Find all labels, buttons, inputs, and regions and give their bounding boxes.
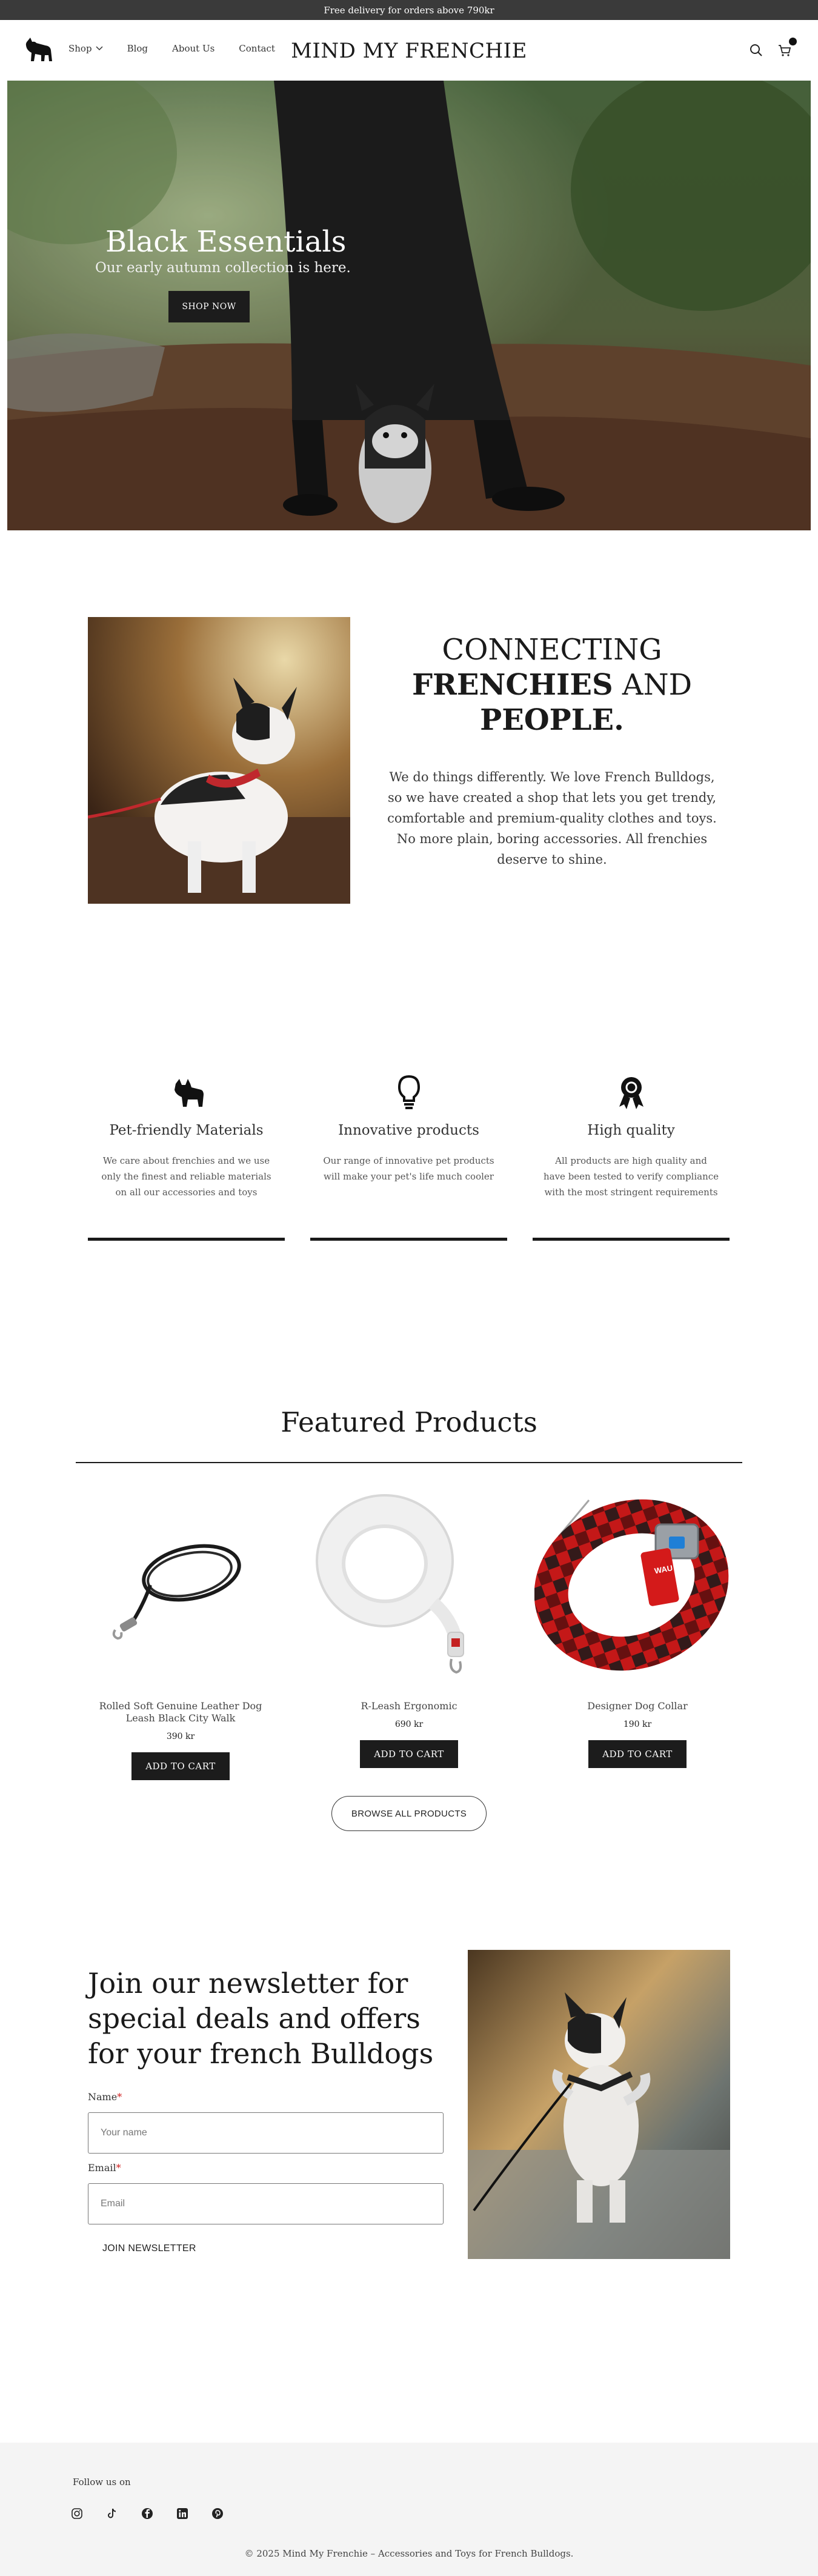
feature-text: All products are high quality and have been tested to verify compliance with the most stringent requirements [543, 1155, 719, 1198]
product-price: 690 kr [394, 1720, 424, 1729]
feature-divider [88, 1238, 285, 1241]
hero-banner [7, 81, 811, 530]
product-card [306, 1482, 512, 1768]
required-mark: * [117, 2091, 122, 2103]
nav-shop-label: Shop [68, 43, 92, 54]
add-to-cart-button[interactable]: ADD TO CART [131, 1752, 230, 1780]
brand-name[interactable]: MIND MY FRENCHIE [291, 39, 527, 63]
nav-about-label: About Us [172, 43, 215, 54]
product-image-collar[interactable] [534, 1482, 740, 1688]
nav-about-us[interactable] [172, 43, 214, 54]
feature-text: We care about frenchies and we use only the finest and reliable materials on all our accessories and toys [101, 1155, 271, 1198]
browse-all-products-button[interactable]: BROWSE ALL PRODUCTS [331, 1796, 487, 1831]
featured-products-title: Featured Products [281, 1406, 537, 1438]
main-nav [68, 43, 299, 54]
add-to-cart-button[interactable]: ADD TO CART [588, 1740, 687, 1768]
logo-dog-icon[interactable] [24, 37, 53, 64]
chevron-down-icon [96, 46, 103, 51]
lightbulb-icon [390, 1073, 428, 1112]
feature-divider [310, 1238, 507, 1241]
join-newsletter-button[interactable]: JOIN NEWSLETTER [88, 2237, 203, 2261]
product-image-r-leash[interactable] [306, 1482, 512, 1688]
product-price: 390 kr [166, 1732, 195, 1741]
nav-shop[interactable] [68, 43, 103, 54]
about-dog-image [88, 617, 350, 904]
name-input[interactable] [88, 2112, 444, 2154]
feature-title: Pet-friendly Materials [109, 1123, 264, 1138]
about-heading-frenchies: FRENCHIES [411, 668, 613, 702]
announcement-text: Free delivery for orders above 790kr [324, 4, 494, 16]
feature-text: Our range of innovative pet products will make your pet's life much cooler [323, 1155, 494, 1182]
about-text: We do things differently. We love French Bulldogs, so we have created a shop that lets you get trendy, comfortable and premium-quality clothes and toys. No more plain, boring accessories. All frenchies deserve to shine. [387, 770, 717, 867]
site-header [0, 20, 818, 81]
shop-now-button[interactable]: SHOP NOW [168, 291, 250, 322]
nav-contact-label: Contact [239, 43, 275, 54]
about-heading-line1: CONNECTING [442, 633, 662, 667]
social-links [70, 2507, 224, 2520]
name-label-text: Name [88, 2091, 118, 2103]
nav-blog-label: Blog [127, 43, 148, 54]
feature-innovative [310, 1073, 507, 1184]
email-label [88, 2162, 121, 2174]
product-image-leash[interactable] [78, 1482, 284, 1688]
required-mark: * [116, 2162, 121, 2174]
product-card [78, 1482, 284, 1780]
about-heading-and: AND [613, 668, 693, 702]
dog-icon [167, 1073, 206, 1112]
newsletter-dog-image [468, 1950, 730, 2259]
newsletter-title: Join our newsletter for special deals and offers for your french Bulldogs [88, 1967, 434, 2070]
add-to-cart-button[interactable]: ADD TO CART [360, 1740, 458, 1768]
feature-title: Innovative products [338, 1123, 479, 1138]
pinterest-icon[interactable] [211, 2507, 224, 2520]
product-card [534, 1482, 740, 1768]
feature-pet-friendly [88, 1073, 285, 1200]
copyright-text: © 2025 Mind My Frenchie – Accessories and Toys for French Bulldogs. [244, 2548, 574, 2559]
facebook-icon[interactable] [141, 2507, 154, 2520]
site-footer [0, 2443, 818, 2576]
nav-blog[interactable] [127, 43, 148, 54]
hero-title: Black Essentials [105, 225, 347, 259]
search-icon[interactable] [749, 43, 763, 58]
product-name[interactable]: Designer Dog Collar [587, 1700, 688, 1712]
email-label-text: Email [88, 2162, 116, 2174]
about-heading [388, 632, 716, 738]
nav-contact[interactable] [239, 43, 275, 54]
about-heading-line2 [388, 667, 716, 702]
about-heading-people: PEOPLE. [480, 703, 624, 737]
about-heading-line3 [388, 702, 716, 738]
feature-title: High quality [587, 1123, 675, 1138]
collar-brand-text: WAU DOG [653, 1560, 694, 1576]
cart-count-badge [789, 38, 797, 45]
award-icon [612, 1073, 651, 1112]
follow-us-label: Follow us on [73, 2477, 131, 2488]
name-label [88, 2091, 122, 2103]
announcement-bar [0, 0, 818, 20]
feature-high-quality [533, 1073, 730, 1200]
email-input[interactable] [88, 2183, 444, 2224]
product-name[interactable]: R-Leash Ergonomic [361, 1700, 457, 1712]
cart-icon[interactable] [777, 43, 792, 58]
linkedin-icon[interactable] [176, 2507, 189, 2520]
hero-subtitle: Our early autumn collection is here. [95, 260, 351, 276]
instagram-icon[interactable] [70, 2507, 84, 2520]
featured-divider [76, 1462, 742, 1463]
product-name[interactable]: Rolled Soft Genuine Leather Dog Leash Black City Walk [99, 1700, 262, 1724]
tiktok-icon[interactable] [105, 2507, 119, 2520]
hero-image [7, 81, 811, 530]
product-price: 190 kr [623, 1720, 652, 1729]
feature-divider [533, 1238, 730, 1241]
